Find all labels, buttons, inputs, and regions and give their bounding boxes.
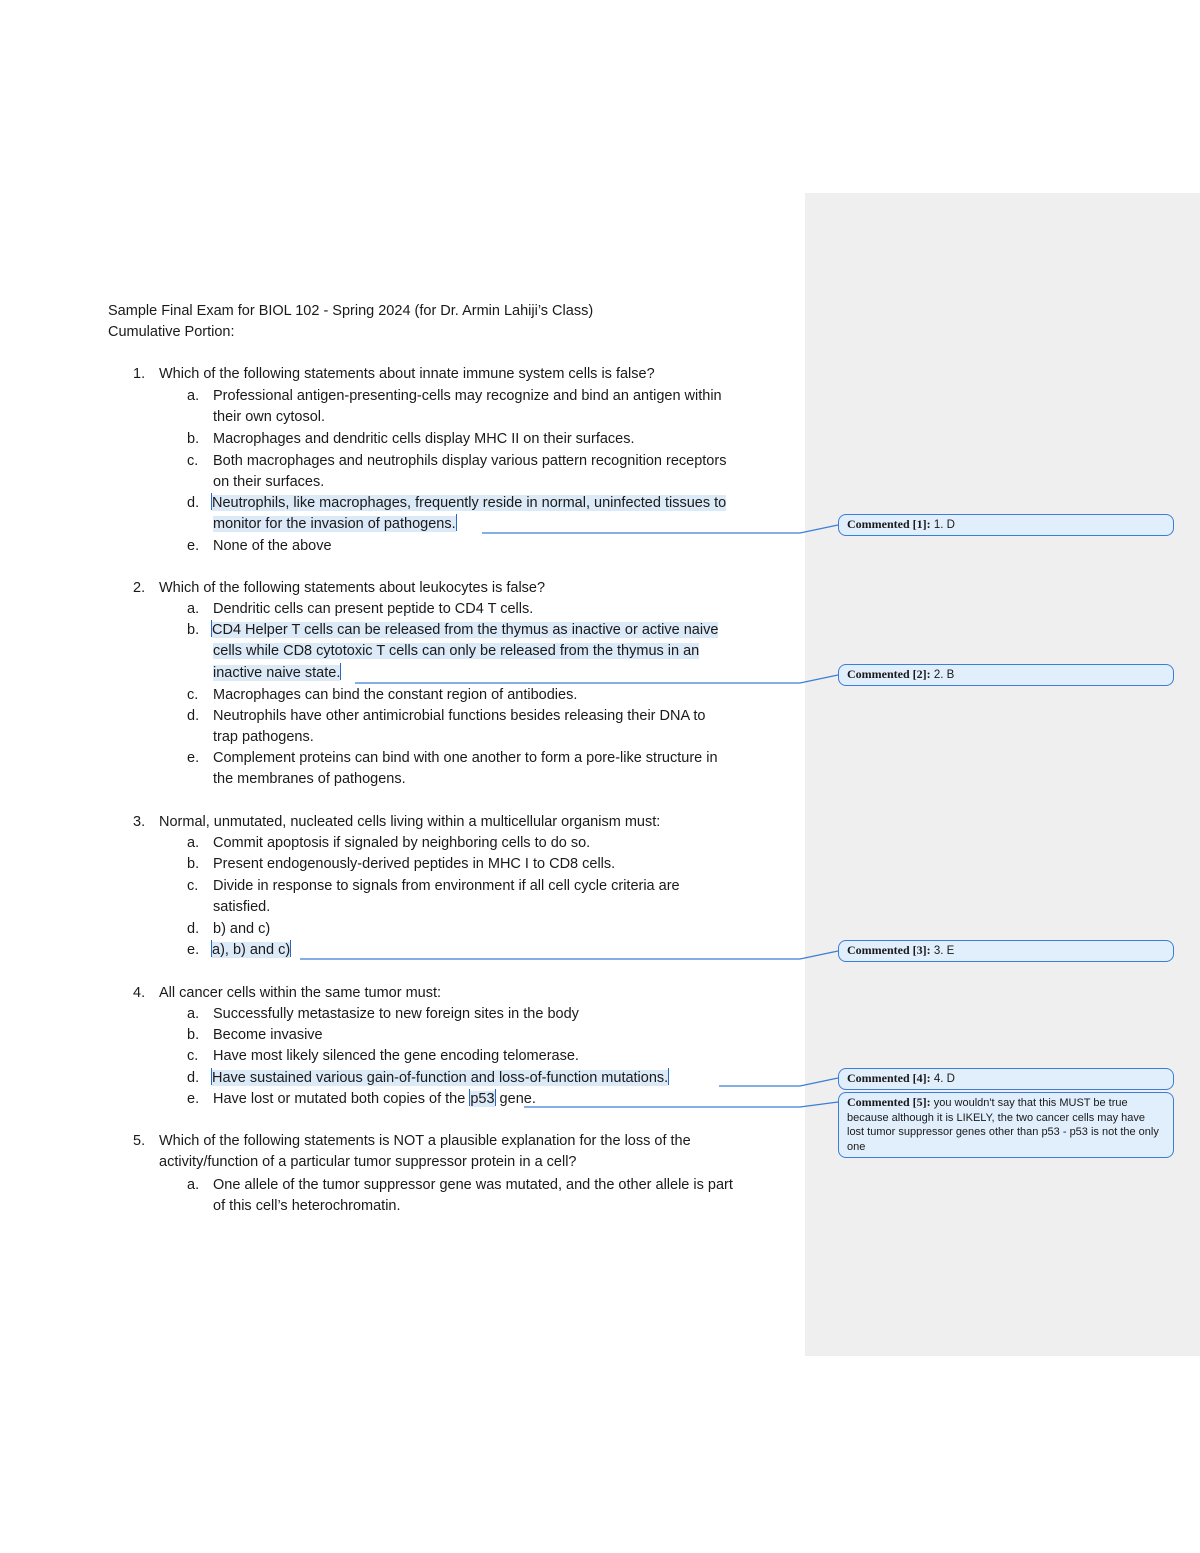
document-title: Sample Final Exam for BIOL 102 - Spring 2024 (for Dr. Armin Lahiji’s Class) (108, 303, 594, 319)
option-text: Neutrophils have other antimicrobial functions besides releasing their DNA to (213, 708, 706, 724)
option-letter: e. (187, 1091, 200, 1107)
option-text: Macrophages can bind the constant region of antibodies. (213, 687, 578, 703)
option-letter: e. (187, 750, 200, 766)
commented-range-1[interactable] (211, 493, 726, 514)
option-text: satisfied. (213, 899, 271, 915)
option-text-before: Have lost or mutated both copies of the (213, 1091, 470, 1107)
question-number: 2. (133, 580, 146, 596)
commented-text: a), b) and c) (212, 942, 291, 958)
option-text: Complement proteins can bind with one another to form a pore-like structure in (213, 750, 718, 766)
commented-text: cells while CD8 cytotoxic T cells can only be released from the thymus in an (213, 643, 700, 659)
comment-text: 1. D (933, 519, 955, 531)
option-text: the membranes of pathogens. (213, 771, 406, 787)
option-text: None of the above (213, 538, 332, 554)
option-letter: c. (187, 878, 199, 894)
commented-text: inactive naive state. (213, 665, 341, 681)
option-text: of this cell’s heterochromatin. (213, 1198, 401, 1214)
commented-range-2-end[interactable] (213, 663, 341, 684)
commented-range-2-cont[interactable] (213, 641, 699, 662)
option-text: Commit apoptosis if signaled by neighboring cells to do so. (213, 835, 591, 851)
comment-text: 3. E (933, 945, 955, 957)
option-text: Macrophages and dendritic cells display MHC II on their surfaces. (213, 431, 635, 447)
option-letter: d. (187, 495, 200, 511)
commented-text: monitor for the invasion of pathogens. (213, 516, 456, 532)
option-text: One allele of the tumor suppressor gene was mutated, and the other allele is part (213, 1177, 733, 1193)
connector-3 (300, 951, 838, 959)
option-text: Professional antigen-presenting-cells may recognize and bind an antigen within (213, 388, 722, 404)
option-letter: a. (187, 388, 200, 404)
comment-balloon-3[interactable] (838, 940, 1174, 962)
commented-range-2[interactable] (211, 620, 718, 641)
commented-text: CD4 Helper T cells can be released from the thymus as inactive or active naive (212, 622, 719, 638)
comment-author: Commented [5]: (847, 1095, 931, 1109)
option-text: Become invasive (213, 1027, 323, 1043)
comment-text: 2. B (933, 669, 955, 681)
commented-text: Have sustained various gain-of-function and loss-of-function mutations. (212, 1070, 669, 1086)
comment-author: Commented [1]: (847, 517, 931, 531)
question-number: 4. (133, 985, 146, 1001)
option-text: Divide in response to signals from environment if all cell cycle criteria are (213, 878, 680, 894)
option-letter: a. (187, 1006, 200, 1022)
question-number: 1. (133, 366, 146, 382)
option-letter: e. (187, 942, 200, 958)
comment-author: Commented [3]: (847, 943, 931, 957)
comment-text: 4. D (933, 1073, 955, 1085)
commented-range-4[interactable] (211, 1068, 669, 1089)
option-text: b) and c) (213, 921, 271, 937)
option-letter: c. (187, 687, 199, 703)
comment-balloon-5[interactable] (838, 1092, 1174, 1158)
question-number: 5. (133, 1133, 146, 1149)
section-label: Cumulative Portion: (108, 324, 235, 340)
question-stem: Normal, unmutated, nucleated cells living within a multicellular organism must: (159, 814, 661, 830)
option-text: on their surfaces. (213, 474, 325, 490)
option-text: their own cytosol. (213, 409, 326, 425)
option-letter: e. (187, 538, 200, 554)
connector-2 (355, 675, 838, 683)
comment-author: Commented [2]: (847, 667, 931, 681)
comment-balloon-1[interactable] (838, 514, 1174, 536)
option-letter: d. (187, 708, 200, 724)
comment-author: Commented [4]: (847, 1071, 931, 1085)
option-letter: b. (187, 431, 200, 447)
comments-margin-pane (805, 193, 1200, 1356)
question-stem: activity/function of a particular tumor suppressor protein in a cell? (159, 1154, 577, 1170)
question-stem: Which of the following statements is NOT a plausible explanation for the loss of the (159, 1133, 691, 1149)
question-number: 3. (133, 814, 146, 830)
option-text: Present endogenously-derived peptides in MHC I to CD8 cells. (213, 856, 616, 872)
comment-balloon-2[interactable] (838, 664, 1174, 686)
option-letter: b. (187, 856, 200, 872)
connector-5 (524, 1102, 838, 1107)
option-letter: d. (187, 1070, 200, 1086)
option-text: Dendritic cells can present peptide to CD4 T cells. (213, 601, 534, 617)
option-letter: b. (187, 1027, 200, 1043)
option-text-with-comment (213, 1089, 536, 1110)
question-stem: All cancer cells within the same tumor must: (159, 985, 442, 1001)
option-text: Have most likely silenced the gene encoding telomerase. (213, 1048, 579, 1064)
commented-range-1-cont[interactable] (213, 514, 457, 535)
option-text: trap pathogens. (213, 729, 314, 745)
commented-text: Neutrophils, like macrophages, frequently reside in normal, uninfected tissues to (212, 495, 727, 511)
option-letter: d. (187, 921, 200, 937)
connector-1 (482, 525, 838, 533)
option-text-after: gene. (495, 1091, 536, 1107)
commented-range-5[interactable]: p53 (470, 1091, 495, 1107)
comment-balloon-4[interactable] (838, 1068, 1174, 1090)
commented-range-3[interactable] (211, 940, 291, 961)
option-letter: a. (187, 601, 200, 617)
option-letter: b. (187, 622, 200, 638)
question-stem: Which of the following statements about innate immune system cells is false? (159, 366, 655, 382)
option-text: Successfully metastasize to new foreign sites in the body (213, 1006, 579, 1022)
option-letter: c. (187, 453, 199, 469)
option-letter: a. (187, 835, 200, 851)
option-letter: a. (187, 1177, 200, 1193)
comment-text: you wouldn't say that this MUST be true because although it is LIKELY, the two cancer cells may have lost tumor suppressor genes other than p53 - p53 is not the only one (847, 1097, 1159, 1153)
option-text: Both macrophages and neutrophils display various pattern recognition receptors (213, 453, 727, 469)
question-stem: Which of the following statements about leukocytes is false? (159, 580, 546, 596)
option-letter: c. (187, 1048, 199, 1064)
